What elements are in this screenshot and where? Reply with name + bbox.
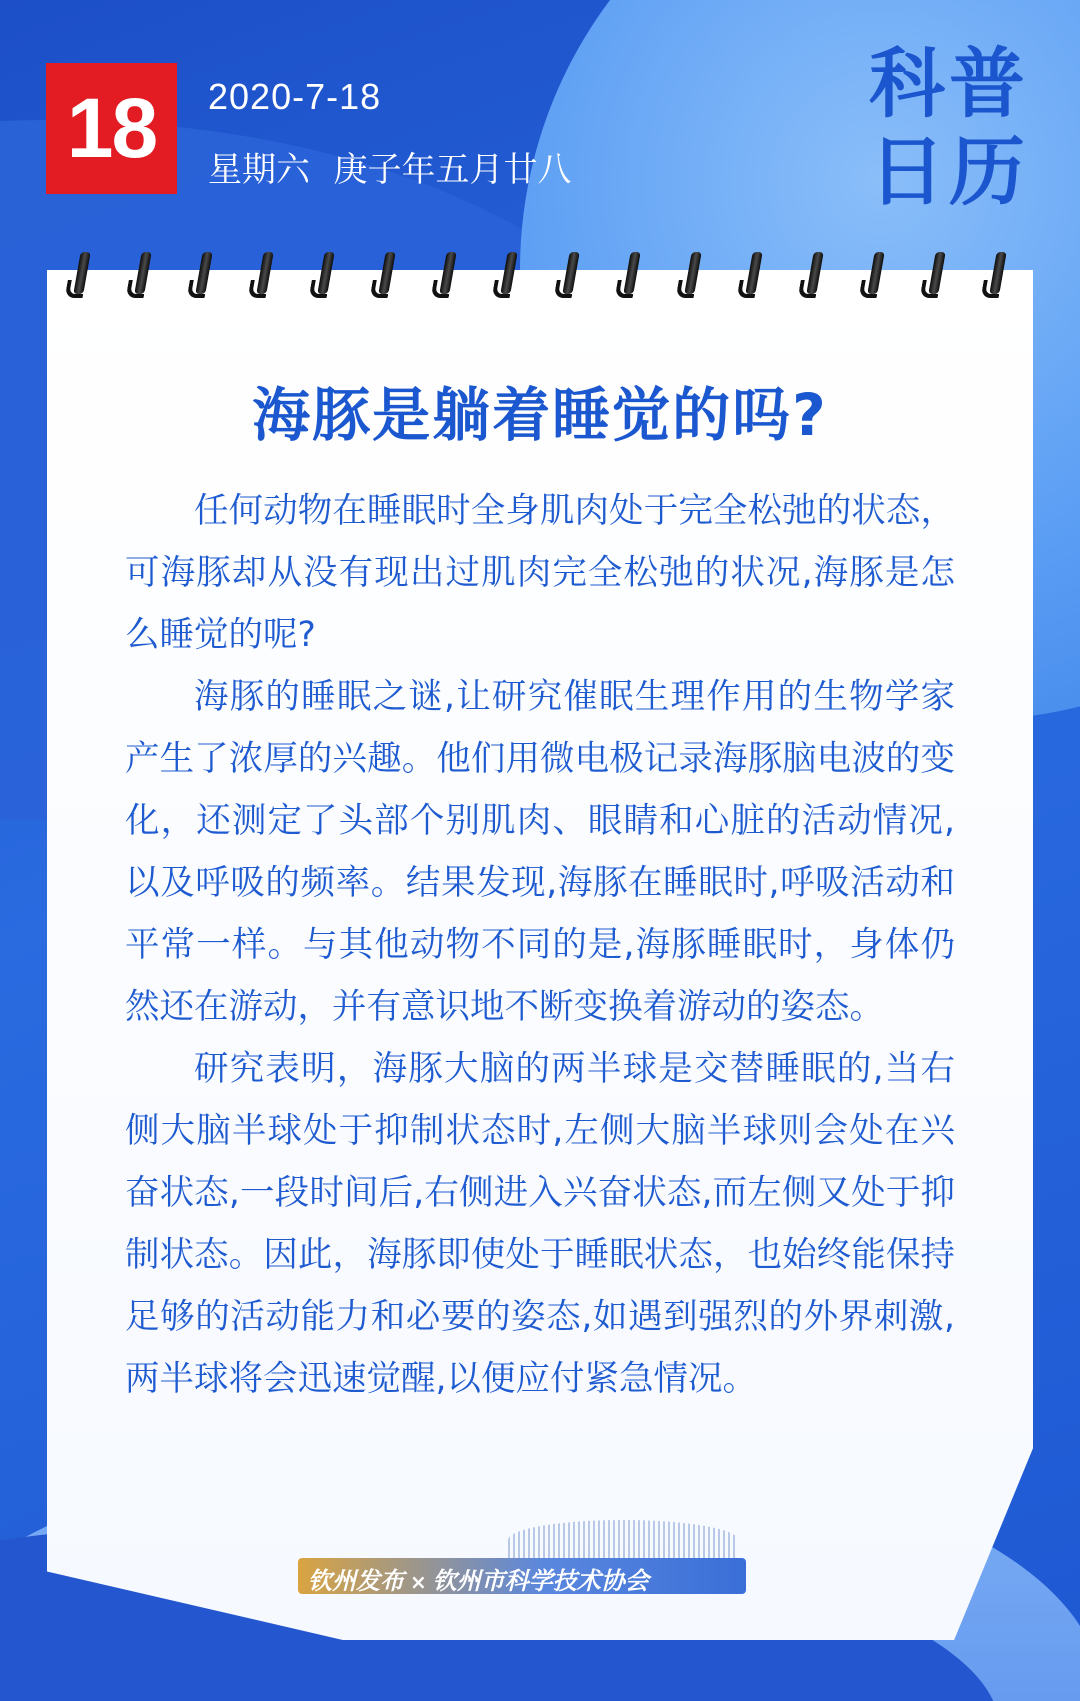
gregorian-date: 2020-7-18 [208, 76, 382, 117]
day-number-badge: 18 [46, 63, 177, 194]
binder-ring-icon [745, 252, 762, 294]
article-paragraph: 任何动物在睡眠时全身肌肉处于完全松弛的状态，可海豚却从没有现出过肌肉完全松弛的状况,海豚是怎么睡觉的呢? [125, 491, 955, 655]
corner-title-line2: 日历 [869, 127, 1029, 216]
binder-ring-icon [73, 252, 90, 294]
binder-ring-icon [379, 252, 396, 294]
lunar-date: 庚子年五月廿八 [333, 151, 572, 189]
binder-ring-icon [195, 252, 212, 294]
science-calendar-title [864, 40, 1034, 216]
binder-ring-icon [318, 252, 335, 294]
separator-icon: × [410, 1570, 427, 1594]
article-body [125, 480, 955, 1410]
binder-ring-icon [989, 252, 1006, 294]
binder-ring-icon [623, 252, 640, 294]
binder-ring-icon [440, 252, 457, 294]
footer-wave-decoration [508, 1520, 738, 1560]
article-paragraph: 研究表明，海豚大脑的两半球是交替睡眠的,当右侧大脑半球处于抑制状态时,左侧大脑半球则会处在兴奋状态,一段时间后,右侧进入兴奋状态,而左侧又处于抑制状态。因此，海豚即使处于睡眠状态，也始终能保持足够的活动能力和必要的姿态,如遇到强烈的外界刺激,两半球将会迅速觉醒,以便应付紧急情况。 [125, 1049, 955, 1399]
binder-ring-icon [256, 252, 273, 294]
binder-rings [47, 252, 1033, 302]
article-title: 海豚是躺着睡觉的吗? [252, 381, 828, 449]
publisher-name: 钦州发布 [308, 1567, 404, 1595]
weekday: 星期六 [208, 151, 310, 189]
binder-ring-icon [867, 252, 884, 294]
binder-ring-icon [684, 252, 701, 294]
binder-ring-icon [928, 252, 945, 294]
partner-name: 钦州市科学技术协会 [432, 1567, 649, 1595]
corner-title-line1: 科普 [869, 39, 1029, 128]
binder-ring-icon [806, 252, 823, 294]
footer-credits [308, 1561, 649, 1596]
binder-ring-icon [134, 252, 151, 294]
publisher-footer [298, 1520, 778, 1598]
binder-ring-icon [501, 252, 518, 294]
binder-ring-icon [562, 252, 579, 294]
article-paragraph: 海豚的睡眠之谜,让研究催眠生理作用的生物学家产生了浓厚的兴趣。他们用微电极记录海豚脑电波的变化，还测定了头部个别肌肉、眼睛和心脏的活动情况,以及呼吸的频率。结果发现,海豚在睡眠时,呼吸活动和平常一样。与其他动物不同的是,海豚睡眠时，身体仍然还在游动，并有意识地不断变换着游动的姿态。 [125, 677, 955, 1027]
weekday-lunar-line [208, 142, 571, 191]
